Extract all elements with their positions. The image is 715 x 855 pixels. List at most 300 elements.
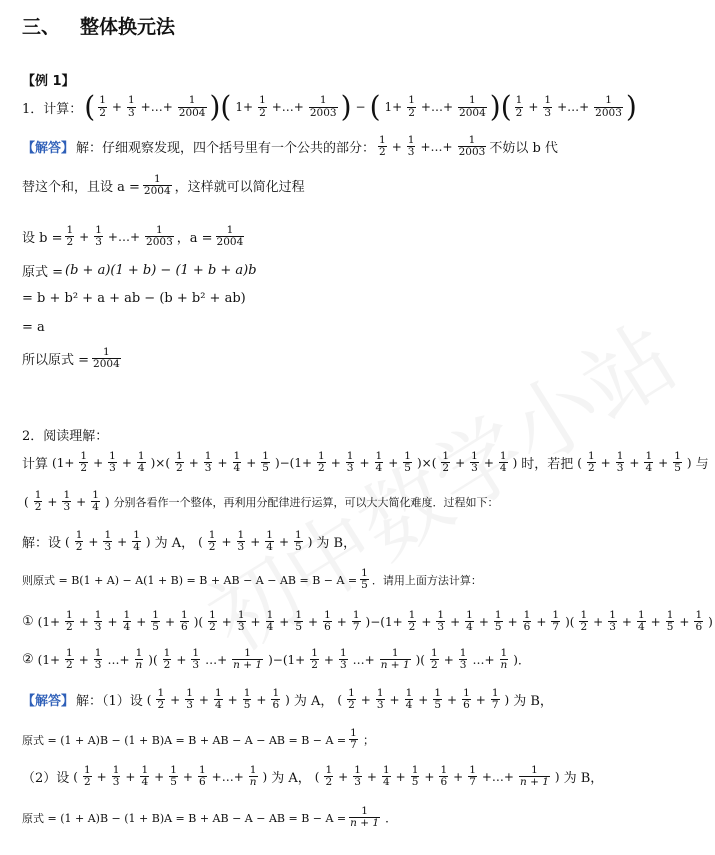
math-text: 1 <box>170 764 177 776</box>
math-text: + <box>279 614 290 629</box>
math-text: 与 <box>695 457 709 473</box>
problem-2-q2 <box>22 648 532 671</box>
fraction <box>65 648 74 671</box>
math-text: 1 <box>249 764 257 776</box>
problem-2-number: 2．阅读理解： <box>22 429 109 444</box>
math-text: + <box>621 614 632 629</box>
problem-2-line-1 <box>22 451 709 474</box>
problem-2-then <box>22 568 482 591</box>
math-text: 替这个和，且设 a = <box>22 180 140 196</box>
problem-1-number: 1．计算： <box>22 101 83 117</box>
math-text: 3 <box>204 462 212 475</box>
math-text: 不妨以 b 代 <box>489 141 558 157</box>
math-text: 1 <box>459 647 467 659</box>
math-text: + <box>450 614 461 629</box>
math-text: + <box>78 614 89 629</box>
math-text: ) <box>104 494 110 509</box>
math-text: ( <box>24 494 29 509</box>
math-text: 3 <box>63 501 71 514</box>
math-text: + <box>78 652 89 667</box>
math-text: 2 <box>325 776 333 789</box>
math-text: 3 <box>339 659 347 672</box>
math-text: 3 <box>237 541 245 554</box>
fraction <box>163 648 172 671</box>
solution-1-line-1 <box>22 135 558 158</box>
math-text: 1 <box>156 224 163 236</box>
math-text: 2 <box>99 106 106 119</box>
fraction <box>258 95 267 118</box>
math-text: 1 <box>408 609 416 621</box>
solution-1-line-2 <box>22 174 305 197</box>
math-text: ( <box>577 455 582 470</box>
math-text: 为 A， <box>271 771 311 787</box>
math-text: 1 <box>544 94 552 107</box>
fraction <box>494 610 503 633</box>
math-text: 1 <box>66 224 74 236</box>
math-text: 1 <box>352 609 360 621</box>
math-text: 解：仔细观察发现，四个括号里有一个公共的部分： <box>76 141 376 157</box>
math-text: 1 <box>266 609 274 621</box>
fraction <box>178 95 207 118</box>
math-text: )×( <box>150 455 170 470</box>
math-text: 1 <box>153 173 161 185</box>
math-text: 1 <box>379 134 386 146</box>
math-text: 1 <box>437 609 445 621</box>
answer-tag: 【解答】 <box>22 141 75 157</box>
math-text: 2 <box>408 106 415 119</box>
math-text: 2 <box>66 621 73 634</box>
math-text: 2 <box>163 659 171 672</box>
math-text: 1 <box>104 529 112 541</box>
math-text: )( <box>489 89 512 124</box>
math-text: + <box>418 692 429 707</box>
math-text: + <box>536 614 547 629</box>
fraction <box>353 765 362 788</box>
math-text: 1 <box>237 609 245 621</box>
math-text: + <box>246 455 257 470</box>
math-text: + <box>507 614 518 629</box>
math-text: 2 <box>176 462 183 475</box>
math-text: )( <box>193 614 204 629</box>
fraction <box>175 451 184 474</box>
math-text: 3 <box>346 462 354 475</box>
math-text: 1 <box>75 529 83 541</box>
math-text: ( <box>198 534 203 549</box>
math-text: 5 <box>152 621 159 634</box>
math-text: 1 <box>152 609 159 621</box>
math-text: 3 <box>186 699 193 712</box>
fraction <box>94 225 103 248</box>
math-text: 7 <box>491 699 499 712</box>
math-text: 2003 <box>458 146 486 159</box>
fraction <box>309 95 338 118</box>
math-text: 6 <box>463 699 470 712</box>
fraction <box>543 95 552 118</box>
math-text: + <box>121 455 132 470</box>
math-text: 1 <box>440 764 448 776</box>
math-text: ) <box>145 534 151 549</box>
math-text: 5 <box>411 776 419 789</box>
fraction <box>403 451 412 474</box>
math-text: 原式 = <box>22 265 64 280</box>
math-text: 1 <box>318 450 325 462</box>
fraction <box>694 610 703 633</box>
math-text: + <box>360 692 371 707</box>
math-text: 4 <box>141 776 149 789</box>
math-text: 3 <box>407 146 415 159</box>
math-text: 1 <box>408 94 415 107</box>
math-text: 4 <box>133 541 140 554</box>
math-text: 3 <box>237 621 245 634</box>
math-text: + <box>96 769 107 784</box>
math-text: + <box>395 769 406 784</box>
fraction <box>499 451 508 474</box>
math-text: +…+ <box>481 769 514 784</box>
fraction <box>515 95 524 118</box>
math-text: 1 <box>466 609 473 621</box>
math-text: +…+ <box>557 100 590 114</box>
math-text: 2 <box>80 462 88 475</box>
math-text: 5 <box>434 699 442 712</box>
math-text: 1 <box>244 647 251 659</box>
fraction <box>112 765 121 788</box>
fraction <box>180 610 189 633</box>
math-text: 3 <box>94 621 102 634</box>
fraction <box>237 610 246 633</box>
solution-2-orig-2 <box>22 806 399 829</box>
math-text: 1 <box>243 687 251 699</box>
math-text: ) <box>625 89 637 124</box>
fraction <box>310 648 319 671</box>
fraction <box>185 688 194 711</box>
fraction <box>644 451 653 474</box>
math-text: 2 <box>83 776 91 789</box>
math-text: 2 <box>66 236 74 249</box>
math-text: 时，若把 <box>521 457 574 473</box>
math-text: (1+ <box>37 652 61 667</box>
fraction <box>407 135 416 158</box>
math-text: 为 B， <box>563 771 604 787</box>
fraction <box>470 451 479 474</box>
math-text: ) <box>285 692 290 707</box>
math-text: + <box>336 614 347 629</box>
math-text: （2）设 <box>22 771 70 787</box>
math-text: ) <box>307 534 313 549</box>
math-text: 3 <box>616 462 624 475</box>
math-text: 1 <box>469 764 476 776</box>
fraction <box>265 530 274 553</box>
math-text: 1 <box>361 805 368 817</box>
math-text: + <box>47 494 58 509</box>
fraction <box>666 610 675 633</box>
math-text: + <box>600 455 611 470</box>
math-text: 4 <box>466 621 473 634</box>
math-text: + <box>658 455 669 470</box>
math-text: 1 <box>208 529 216 541</box>
math-text: + <box>453 769 464 784</box>
math-text: )×( <box>416 455 437 470</box>
math-text: +…+ <box>107 229 141 244</box>
math-text: 1 <box>499 450 507 462</box>
fraction <box>214 688 223 711</box>
math-text: 1+ <box>384 100 403 114</box>
math-text: n + 1 <box>519 776 549 789</box>
math-text: 4 <box>266 541 273 554</box>
math-text: ( <box>369 89 381 124</box>
fraction <box>216 225 245 248</box>
math-text: 1 <box>500 647 508 659</box>
math-text: 1 <box>186 687 193 699</box>
math-text: + <box>188 455 199 470</box>
section-title: 整体换元法 <box>80 16 176 38</box>
math-text: 5 <box>494 621 502 634</box>
math-text: 3 <box>609 621 616 634</box>
math-text: 1 <box>531 764 538 776</box>
math-text: 1 <box>66 609 73 621</box>
math-text: 1 <box>112 764 120 776</box>
solution-2-orig-1 <box>22 728 377 751</box>
solution-1-step-2: = b + b² + a + ab − (b + b² + ab) <box>22 291 246 306</box>
math-text: 6 <box>523 621 531 634</box>
math-text: 2003 <box>146 236 173 249</box>
math-text: 1 <box>127 94 135 107</box>
math-text: 5 <box>361 579 368 592</box>
math-text: 3 <box>109 462 116 475</box>
fraction <box>380 648 411 671</box>
math-text: 1 <box>95 224 102 236</box>
math-text: + <box>164 614 176 629</box>
math-text: 1 <box>324 609 331 621</box>
fraction <box>430 648 439 671</box>
math-text: 4 <box>233 462 241 475</box>
math-text: 2 <box>580 621 588 634</box>
fraction <box>92 347 121 370</box>
math-text: n + 1 <box>233 659 263 672</box>
fraction <box>462 688 471 711</box>
fraction <box>237 530 246 553</box>
math-text: 5 <box>295 621 303 634</box>
example-label: 【例 1】 <box>22 74 75 89</box>
math-text: 2 <box>379 146 386 159</box>
math-text: 1 <box>404 450 411 462</box>
fraction <box>208 610 217 633</box>
math-text: 1 <box>494 609 502 621</box>
math-text: 1 <box>259 94 266 107</box>
math-text: n <box>135 659 143 672</box>
fraction <box>91 490 100 513</box>
math-text: 1 <box>141 764 149 776</box>
math-text: 1 <box>348 687 355 699</box>
math-text: 则原式 = B(1 + A) − A(1 + B) = B + AB − A − AB = B − A = <box>22 573 358 587</box>
math-text: 1 <box>375 450 383 462</box>
math-text: 1 <box>350 727 357 739</box>
math-text: 2004 <box>93 358 120 371</box>
math-text: 1 <box>666 609 674 621</box>
fraction <box>191 648 200 671</box>
math-text: + <box>455 455 466 470</box>
math-text: + <box>421 614 432 629</box>
math-text: 2 <box>515 106 523 119</box>
math-text: 1 <box>209 609 216 621</box>
problem-2-line-2 <box>22 490 499 513</box>
math-text: n <box>500 659 508 672</box>
fraction <box>233 451 242 474</box>
math-text: 7 <box>469 776 476 789</box>
math-text: 2 <box>34 501 42 514</box>
math-text: 所以原式 = <box>22 353 90 369</box>
math-text: 4 <box>499 462 507 475</box>
math-text: 1 <box>376 687 384 699</box>
math-text: + <box>475 692 486 707</box>
math-text: 1 <box>346 450 354 462</box>
fraction <box>608 610 617 633</box>
math-text: ) <box>554 769 560 784</box>
fraction <box>266 610 275 633</box>
math-text: ( <box>337 692 343 707</box>
math-text: + <box>308 614 319 629</box>
math-text: +…+ <box>271 100 304 114</box>
math-text: +…+ <box>420 139 453 154</box>
math-text: + <box>338 769 349 784</box>
math-text: 1 <box>637 609 645 621</box>
solution-1-result <box>22 347 122 370</box>
fraction <box>523 610 532 633</box>
math-text: 1 <box>515 94 523 107</box>
math-text: +…+ <box>140 100 173 114</box>
math-text: ) <box>708 614 713 629</box>
math-text: + <box>593 614 604 629</box>
fraction <box>62 490 71 513</box>
math-text: n + 1 <box>350 817 380 830</box>
math-text: 1 <box>66 647 73 659</box>
fraction <box>243 688 252 711</box>
math-text: + <box>359 455 370 470</box>
math-text: 2 <box>311 659 318 672</box>
fraction <box>465 610 474 633</box>
math-text: + <box>323 652 334 667</box>
math-text: n + 1 <box>380 659 410 672</box>
math-text: 2 <box>209 621 216 634</box>
math-text: + <box>79 229 90 244</box>
math-text: + <box>217 455 228 470</box>
math-text: 2004 <box>459 106 486 119</box>
math-text: + <box>250 534 261 549</box>
math-text: 3 <box>437 621 445 634</box>
math-text: …+ <box>205 652 228 667</box>
math-text: 1 <box>262 450 269 462</box>
math-text: 2004 <box>216 236 244 249</box>
math-text: ① <box>22 614 34 630</box>
math-text: ．请用上面方法计算： <box>371 573 482 587</box>
fraction <box>198 765 207 788</box>
math-text: 1 <box>382 764 390 776</box>
math-text: 1 <box>491 687 499 699</box>
math-text: + <box>478 614 489 629</box>
math-text: 5 <box>666 621 674 634</box>
math-text: 1 <box>616 450 624 462</box>
solution-1-set-b <box>22 225 245 248</box>
math-text: 5 <box>243 699 251 712</box>
problem-2-q1 <box>22 610 715 633</box>
math-text: 4 <box>405 699 413 712</box>
math-text: )−(1+ <box>268 652 306 667</box>
fraction <box>324 765 333 788</box>
math-text: 2003 <box>595 106 622 119</box>
math-text: + <box>443 652 454 667</box>
math-text: 7 <box>552 621 560 634</box>
math-text: + <box>88 534 99 549</box>
fraction <box>407 95 416 118</box>
math-text: )−(1+ <box>274 455 313 470</box>
fraction <box>441 451 450 474</box>
math-text: 1 <box>319 94 327 107</box>
math-text: 3 <box>471 462 478 475</box>
fraction <box>436 610 445 633</box>
math-text: 6 <box>198 776 206 789</box>
math-text: + <box>278 534 290 549</box>
math-text: 2 <box>587 462 595 475</box>
math-text: + <box>111 100 122 114</box>
problem-2-setup <box>22 530 356 553</box>
math-text: ② <box>22 652 34 668</box>
fraction <box>378 135 387 158</box>
math-text: + <box>256 692 267 707</box>
fraction <box>352 610 361 633</box>
math-text: 1 <box>295 529 302 541</box>
math-text: 1 <box>471 450 478 462</box>
math-text: …+ <box>352 652 375 667</box>
math-text: …+ <box>107 652 130 667</box>
math-text: 6 <box>272 699 280 712</box>
fraction <box>347 688 356 711</box>
fraction <box>135 648 144 671</box>
math-text: 3 <box>544 106 552 119</box>
math-text: 1 <box>354 764 361 776</box>
fraction <box>151 610 160 633</box>
math-text: + <box>250 614 261 629</box>
math-text: 1 <box>339 647 347 659</box>
math-text: 1 <box>311 647 318 659</box>
math-text: 4 <box>375 462 383 475</box>
math-text: 4 <box>137 462 145 475</box>
math-text: 3 <box>459 659 467 672</box>
fraction <box>103 530 112 553</box>
math-text: 2 <box>157 699 165 712</box>
fraction <box>140 765 149 788</box>
fraction <box>439 765 448 788</box>
fraction <box>458 95 487 118</box>
math-text: 2 <box>431 659 438 672</box>
math-text: − <box>355 100 366 114</box>
math-text: 1 <box>204 450 212 462</box>
problem-1-line <box>22 89 637 124</box>
math-text: 7 <box>352 621 360 634</box>
math-text: (1+ <box>52 455 75 470</box>
math-text: ) <box>512 455 518 470</box>
math-text: 1 <box>552 609 560 621</box>
math-text: + <box>366 769 377 784</box>
math-text: ． <box>385 811 398 826</box>
math-text: + <box>198 692 209 707</box>
fraction <box>156 688 165 711</box>
math-text: 1 <box>605 94 612 107</box>
math-text: 1 <box>411 764 419 776</box>
math-text: + <box>679 614 690 629</box>
math-text: 1 <box>181 609 188 621</box>
math-text: 1 <box>407 134 415 146</box>
fraction <box>123 610 132 633</box>
math-text: 2 <box>348 699 355 712</box>
